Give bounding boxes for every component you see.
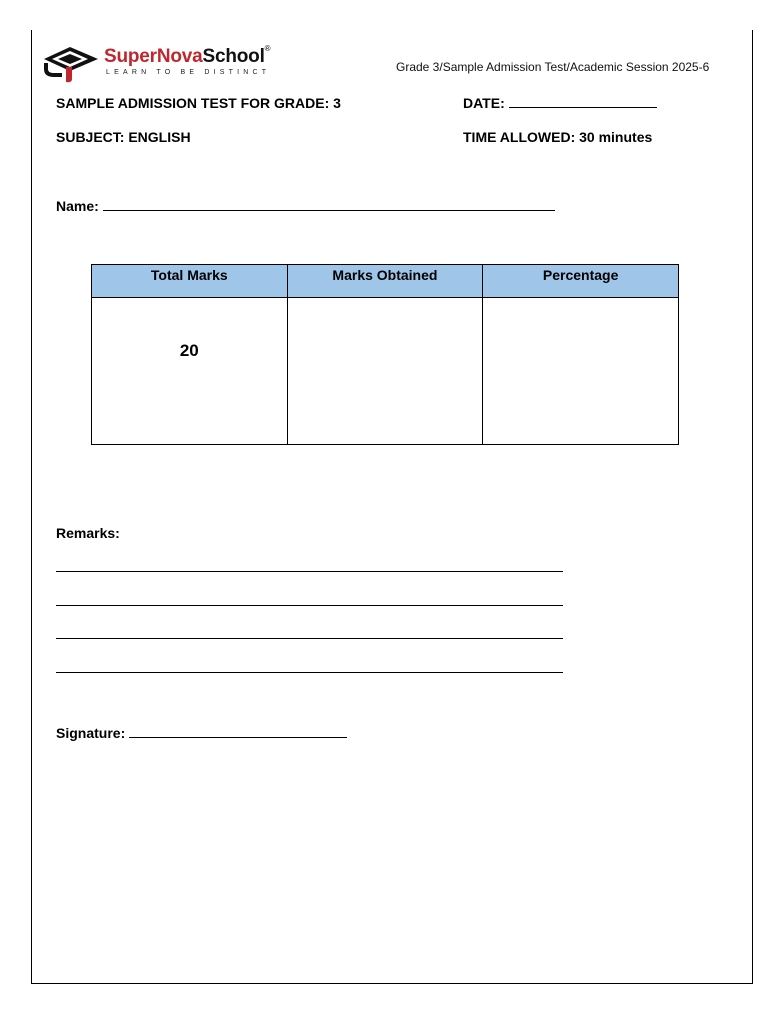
subject-label: SUBJECT: ENGLISH [56,129,191,145]
total-marks-value: 20 [179,341,199,360]
page-border [31,30,753,984]
brand-name-red: SuperNova [104,46,203,67]
brand-name-black: School [202,46,265,67]
brand-name [104,46,270,68]
school-logo-icon [42,43,100,83]
school-logo [42,43,272,83]
remarks-line-4[interactable] [56,672,563,673]
brand-tagline: LEARN TO BE DISTINCT [106,69,271,76]
time-allowed-label: TIME ALLOWED: 30 minutes [463,129,653,145]
remarks-line-3[interactable] [56,638,563,639]
cell-marks-obtained[interactable] [287,298,483,445]
header-percentage: Percentage [483,265,679,298]
cell-total-marks [92,298,288,445]
signature-blank[interactable] [129,725,347,738]
marks-table-header-row [92,265,679,298]
signature-field [56,725,347,741]
remarks-label: Remarks: [56,525,120,541]
name-blank[interactable] [103,198,555,211]
remarks-line-1[interactable] [56,571,563,572]
header-marks-obtained: Marks Obtained [287,265,483,298]
marks-table [91,264,679,445]
name-label: Name: [56,198,99,214]
header-total-marks: Total Marks [92,265,288,298]
date-blank[interactable] [509,95,657,108]
signature-label: Signature: [56,725,126,741]
document-path: Grade 3/Sample Admission Test/Academic Session 2025-6 [396,60,710,74]
remarks-line-2[interactable] [56,605,563,606]
registered-mark: ® [264,44,271,53]
date-field [463,95,657,111]
date-label: DATE: [463,95,505,111]
name-field [56,198,555,214]
cell-percentage[interactable] [483,298,679,445]
marks-table-row [92,298,679,445]
test-title: SAMPLE ADMISSION TEST FOR GRADE: 3 [56,95,341,111]
